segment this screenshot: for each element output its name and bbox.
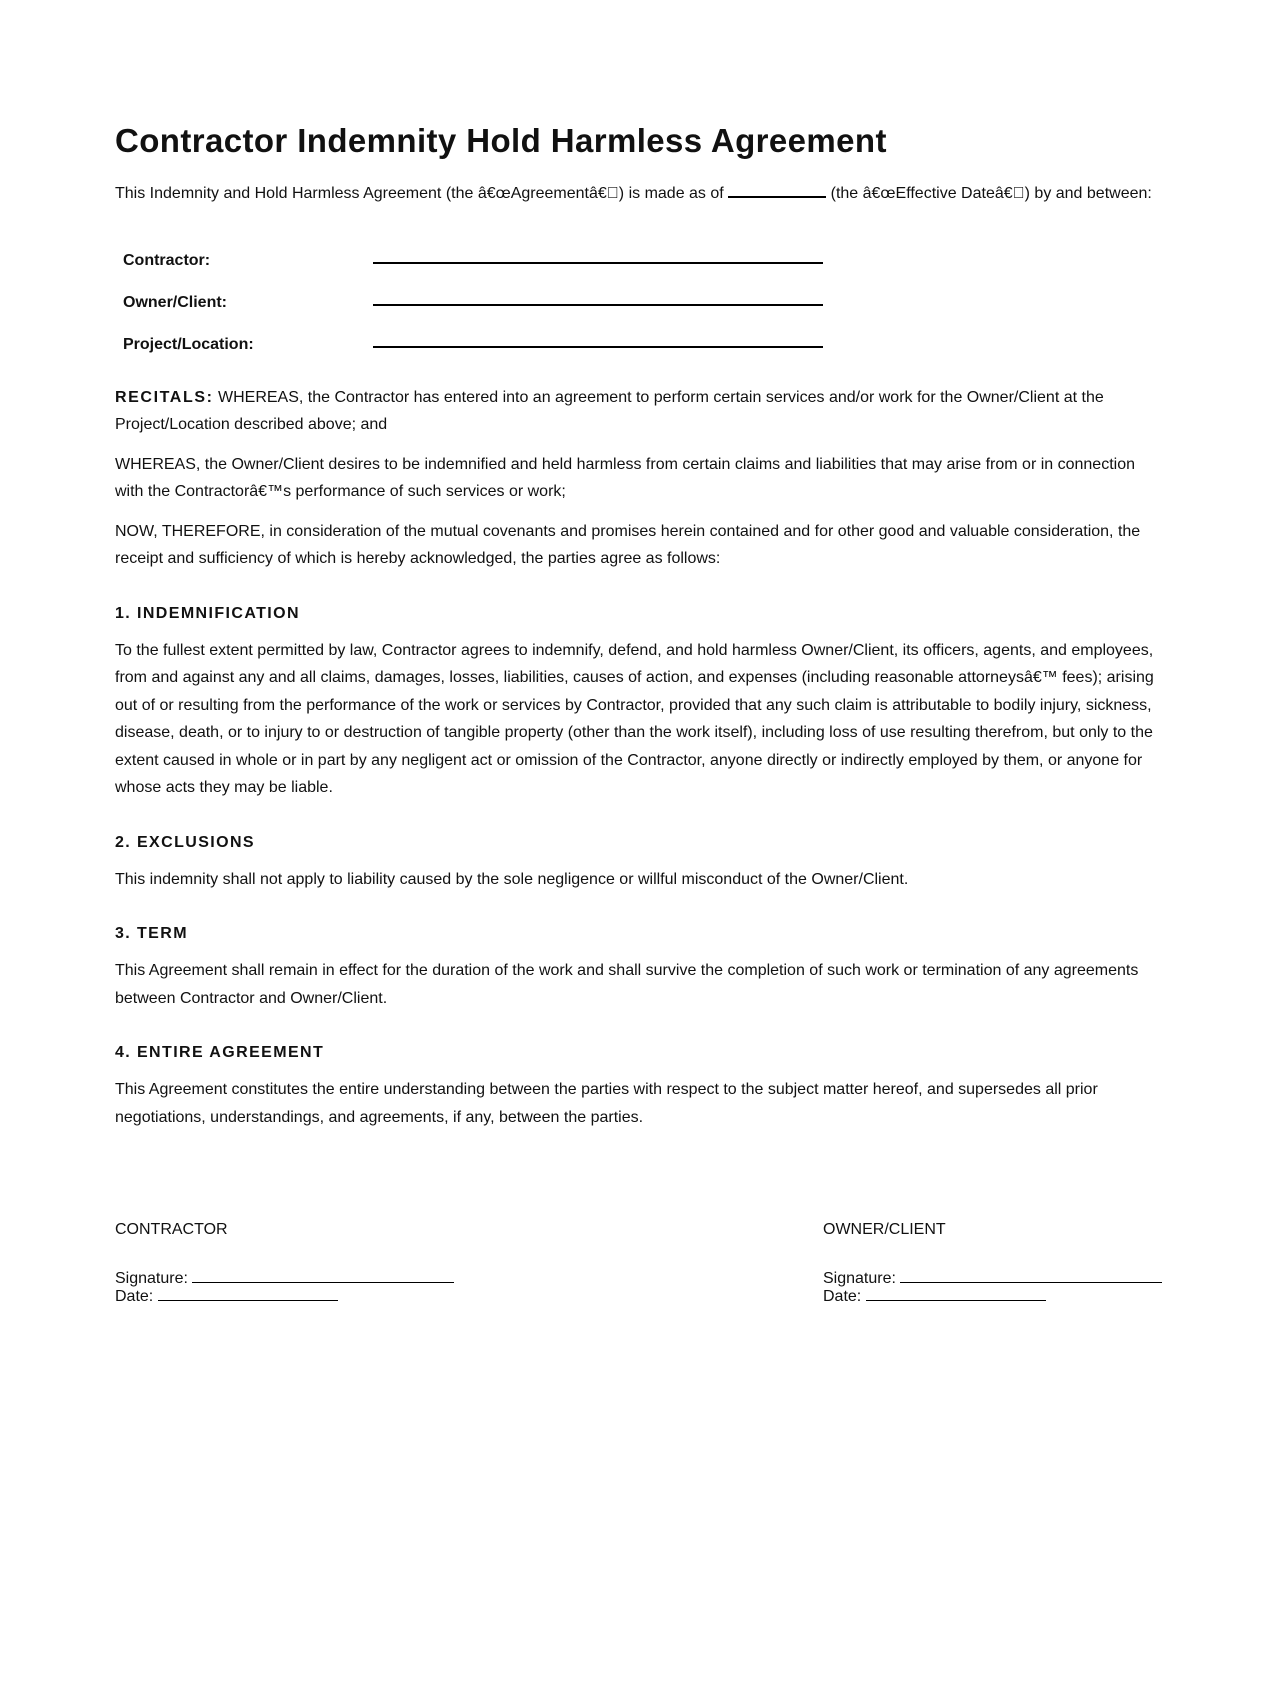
signature-blank-contractor	[192, 1270, 454, 1283]
section-body-term: This Agreement shall remain in effect for the duration of the work and shall survive the completion of such work or termination of any agreements between Contractor and Owner/Client.	[115, 962, 1139, 1007]
party-blank-project-location	[373, 336, 823, 348]
recitals-lead: RECITALS:	[115, 388, 214, 406]
effective-date-blank	[728, 182, 826, 198]
parties-block	[123, 230, 1163, 356]
date-blank-owner-client	[866, 1288, 1046, 1301]
date-blank-contractor	[158, 1288, 338, 1301]
signature-label-owner-client: Signature:	[823, 1270, 901, 1287]
intro-paragraph	[115, 180, 1163, 208]
section-heading-entire-agreement: 4. ENTIRE AGREEMENT	[115, 1044, 325, 1061]
signature-heading-contractor: CONTRACTOR	[115, 1221, 228, 1238]
section-body-exclusions: This indemnity shall not apply to liability caused by the sole negligence or willful misconduct of the Owner/Client.	[115, 870, 909, 888]
party-label-owner-client: Owner/Client:	[123, 293, 228, 311]
signature-heading-owner-client: OWNER/CLIENT	[823, 1221, 946, 1238]
recitals-paragraph-2: WHEREAS, the Owner/Client desires to be indemnified and held harmless from certain claims and liabilities that may arise from or in connection with the Contractorâ€™s performance of such services or work;	[115, 455, 1135, 500]
party-label-project-location: Project/Location:	[123, 335, 254, 353]
intro-text-end: (the â€œEffective Dateâ€ ) by and between:	[826, 185, 1152, 202]
recitals-paragraph-1	[115, 384, 1163, 439]
date-line-owner-client	[823, 1288, 1163, 1306]
date-label-owner-client: Date:	[823, 1288, 866, 1305]
signature-block	[115, 1220, 1163, 1340]
recitals-section	[115, 384, 1163, 573]
section-heading-indemnification: 1. INDEMNIFICATION	[115, 604, 300, 622]
date-line-contractor	[115, 1288, 455, 1306]
signature-label-contractor: Signature:	[115, 1270, 193, 1287]
document-title: Contractor Indemnity Hold Harmless Agreement	[115, 122, 887, 159]
party-blank-contractor	[373, 252, 823, 264]
section-heading-exclusions: 2. EXCLUSIONS	[115, 833, 256, 851]
signature-column-owner-client	[823, 1220, 1163, 1306]
signature-blank-owner-client	[900, 1270, 1162, 1283]
party-row-owner-client	[123, 272, 1163, 314]
recitals-text-1: WHEREAS, the Contractor has entered into an agreement to perform certain services and/or work for the Owner/Client at the Project/Location described above; and	[115, 388, 1104, 433]
section-body-indemnification: To the fullest extent permitted by law, Contractor agrees to indemnify, defend, and hold harmless Owner/Client, its officers, agents, and employees, from and against any and all claims, damages, losses, liabilities, causes of action, and expenses (including reasonable attorneysâ€™ fees); arising out of or resulting from the performance of the work or services by Contractor, provided that any such claim is attributable to bodily injury, sickness, disease, death, or to injury to or destruction of tangible property (other than the work itself), including loss of use resulting therefrom, but only to the extent caused in whole or in part by any negligent act or omission of the Contractor, anyone directly or indirectly employed by them, or anyone for whose acts they may be liable.	[115, 641, 1154, 796]
party-label-contractor: Contractor:	[123, 251, 211, 269]
intro-text-start: This Indemnity and Hold Harmless Agreement (the â€œAgreementâ€ ) is made as of	[115, 185, 729, 202]
section-heading-term: 3. TERM	[115, 925, 188, 942]
party-row-contractor	[123, 230, 1163, 272]
date-label-contractor: Date:	[115, 1288, 158, 1305]
party-blank-owner-client	[373, 294, 823, 306]
signature-line-owner-client	[823, 1270, 1163, 1288]
recitals-paragraph-3: NOW, THEREFORE, in consideration of the mutual covenants and promises herein contained and for other good and valuable consideration, the receipt and sufficiency of which is hereby acknowledged, the parties agree as follows:	[115, 522, 1141, 567]
party-row-project-location	[123, 314, 1163, 356]
section-body-entire-agreement: This Agreement constitutes the entire understanding between the parties with respect to the subject matter hereof, and supersedes all prior negotiations, understandings, and agreements, if any, between the parties.	[115, 1081, 1098, 1126]
signature-column-contractor	[115, 1220, 455, 1306]
signature-line-contractor	[115, 1270, 455, 1288]
